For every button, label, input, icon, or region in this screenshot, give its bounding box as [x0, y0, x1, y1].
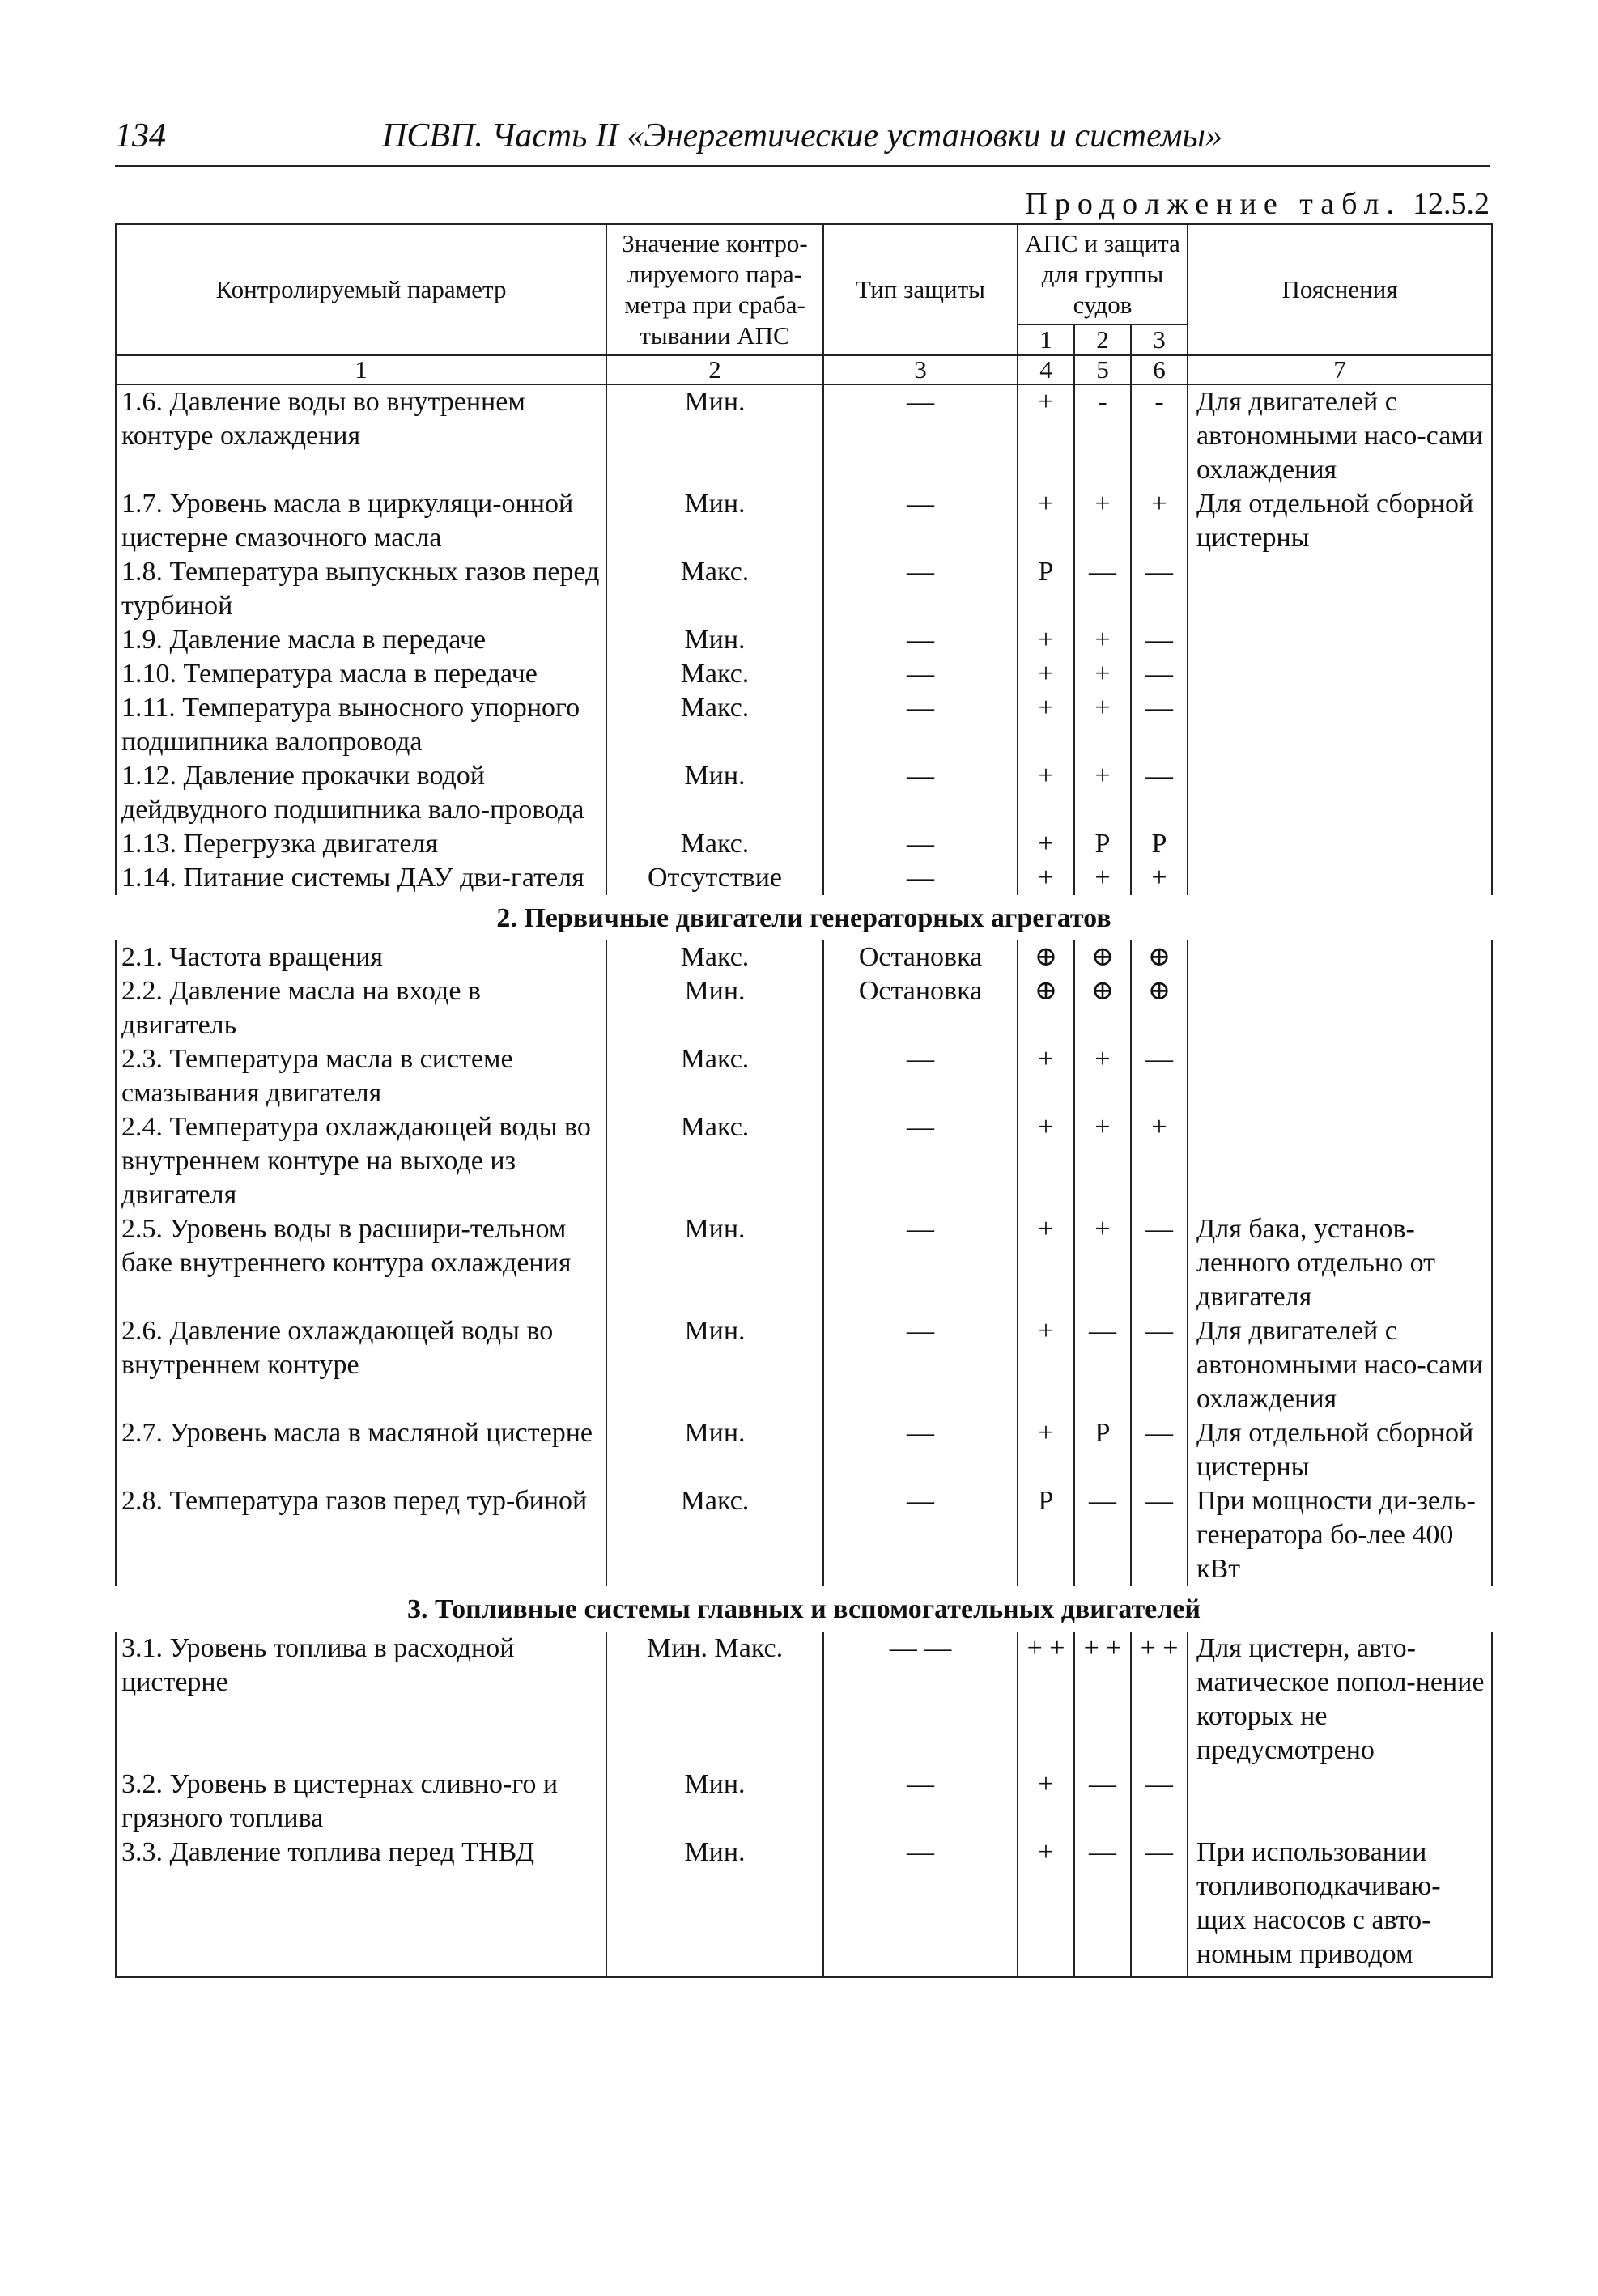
- table-row: [116, 691, 1492, 759]
- table-body: [116, 384, 1492, 1977]
- cell-param: 2.1. Частота вращения: [116, 940, 606, 974]
- cell-note: [1188, 691, 1492, 759]
- cell-note: [1188, 940, 1492, 974]
- cell-param: 3.2. Уровень в цистернах сливно-го и грязного топлива: [116, 1768, 606, 1836]
- cell-value: Мин.: [606, 759, 823, 827]
- cell-group-1: +: [1018, 1110, 1074, 1212]
- table-row: [116, 974, 1492, 1042]
- cell-group-3: +: [1131, 861, 1188, 895]
- cell-protection-type: —: [823, 555, 1018, 623]
- cell-group-1: ⊕: [1018, 940, 1074, 974]
- cell-value: Макс.: [606, 1042, 823, 1110]
- table-continuation-label: [1025, 186, 1490, 222]
- cell-group-3: —: [1131, 657, 1188, 691]
- cell-protection-type: —: [823, 759, 1018, 827]
- cell-param: 2.2. Давление масла на входе в двигатель: [116, 974, 606, 1042]
- cell-value: Макс.: [606, 827, 823, 861]
- col-number: 3: [823, 355, 1018, 384]
- cell-param: 2.7. Уровень масла в масляной цистерне: [116, 1416, 606, 1484]
- cell-param: 3.1. Уровень топлива в расходной цистерне: [116, 1632, 606, 1768]
- table-row: [116, 657, 1492, 691]
- cell-protection-type: —: [823, 1110, 1018, 1212]
- header-notes: Пояснения: [1188, 224, 1492, 355]
- cell-protection-type: —: [823, 487, 1018, 555]
- cell-group-1: +: [1018, 1836, 1074, 1977]
- cell-group-3: —: [1131, 1484, 1188, 1586]
- cell-value: Мин.: [606, 1836, 823, 1977]
- cell-note: Для отдельной сборной цистерны: [1188, 1416, 1492, 1484]
- cell-group-3: +: [1131, 1110, 1188, 1212]
- cell-group-3: -: [1131, 384, 1188, 487]
- cell-group-3: —: [1131, 555, 1188, 623]
- cell-group-2: —: [1074, 1836, 1131, 1977]
- cell-group-2: —: [1074, 1484, 1131, 1586]
- cell-protection-type: —: [823, 1836, 1018, 1977]
- cell-value: Мин.: [606, 487, 823, 555]
- header-aps: АПС и защита для группы судов: [1018, 224, 1188, 325]
- table-row: [116, 1212, 1492, 1314]
- cell-value: Мин.: [606, 384, 823, 487]
- running-title: ПСВП. Часть II «Энергетические установки и системы»: [382, 117, 1222, 155]
- cell-protection-type: —: [823, 1314, 1018, 1416]
- cell-param: 1.10. Температура масла в передаче: [116, 657, 606, 691]
- cell-group-2: —: [1074, 1768, 1131, 1836]
- parameters-table: [115, 223, 1493, 1978]
- cell-value: Макс.: [606, 555, 823, 623]
- cell-value: Отсутствие: [606, 861, 823, 895]
- cell-value: Мин.: [606, 623, 823, 657]
- cell-value: Макс.: [606, 1484, 823, 1586]
- header-protection: Тип защиты: [823, 224, 1018, 355]
- col-number: 4: [1018, 355, 1074, 384]
- header-param: Контролируемый параметр: [116, 224, 606, 355]
- cell-note: Для цистерн, авто-матическое попол-нение которых не предусмотрено: [1188, 1632, 1492, 1768]
- cell-value: Макс.: [606, 1110, 823, 1212]
- cell-group-2: —: [1074, 1314, 1131, 1416]
- cell-group-1: +: [1018, 384, 1074, 487]
- table-row: [116, 861, 1492, 895]
- cell-group-2: —: [1074, 555, 1131, 623]
- cell-group-1: +: [1018, 487, 1074, 555]
- column-numbers-row: [116, 355, 1492, 384]
- table-row: [116, 1110, 1492, 1212]
- cell-param: 1.14. Питание системы ДАУ дви-гателя: [116, 861, 606, 895]
- cell-param: 1.8. Температура выпускных газов перед турбиной: [116, 555, 606, 623]
- cell-value: Мин.: [606, 1212, 823, 1314]
- cell-group-1: ⊕: [1018, 974, 1074, 1042]
- cell-group-3: —: [1131, 1768, 1188, 1836]
- cell-note: [1188, 974, 1492, 1042]
- cell-note: При использовании топливоподкачиваю-щих насосов с авто-номным приводом: [1188, 1836, 1492, 1977]
- cell-group-3: —: [1131, 1314, 1188, 1416]
- cell-group-2: ⊕: [1074, 974, 1131, 1042]
- cell-group-3: —: [1131, 1836, 1188, 1977]
- table-row: [116, 759, 1492, 827]
- cell-param: 2.8. Температура газов перед тур-биной: [116, 1484, 606, 1586]
- cell-note: [1188, 861, 1492, 895]
- cell-group-1: Р: [1018, 1484, 1074, 1586]
- cell-note: [1188, 1110, 1492, 1212]
- page-header: [115, 113, 1490, 167]
- cell-group-2: +: [1074, 487, 1131, 555]
- cell-param: 2.3. Температура масла в системе смазывания двигателя: [116, 1042, 606, 1110]
- cell-group-1: +: [1018, 759, 1074, 827]
- cell-group-3: —: [1131, 691, 1188, 759]
- cell-group-1: Р: [1018, 555, 1074, 623]
- cell-group-2: Р: [1074, 1416, 1131, 1484]
- header-group-1: 1: [1018, 325, 1074, 355]
- table-row: [116, 940, 1492, 974]
- cell-group-2: ⊕: [1074, 940, 1131, 974]
- cell-value: Макс.: [606, 691, 823, 759]
- header-group-2: 2: [1074, 325, 1131, 355]
- cell-protection-type: — —: [823, 1632, 1018, 1768]
- header-group-3: 3: [1131, 325, 1188, 355]
- cell-group-2: Р: [1074, 827, 1131, 861]
- table-row: [116, 1042, 1492, 1110]
- cell-group-1: +: [1018, 691, 1074, 759]
- cell-group-3: + +: [1131, 1632, 1188, 1768]
- table-row: [116, 827, 1492, 861]
- cell-value: Мин. Макс.: [606, 1632, 823, 1768]
- col-number: 5: [1074, 355, 1131, 384]
- table-row: [116, 1632, 1492, 1768]
- cell-group-1: +: [1018, 861, 1074, 895]
- cell-param: 2.4. Температура охлаждающей воды во внутреннем контуре на выходе из двигателя: [116, 1110, 606, 1212]
- cell-group-3: —: [1131, 623, 1188, 657]
- cell-value: Мин.: [606, 974, 823, 1042]
- cell-note: [1188, 759, 1492, 827]
- cell-group-3: +: [1131, 487, 1188, 555]
- cell-protection-type: —: [823, 384, 1018, 487]
- cell-group-3: —: [1131, 759, 1188, 827]
- cell-note: [1188, 623, 1492, 657]
- cell-group-2: -: [1074, 384, 1131, 487]
- cell-group-1: +: [1018, 1314, 1074, 1416]
- cell-param: 2.6. Давление охлаждающей воды во внутреннем контуре: [116, 1314, 606, 1416]
- cell-protection-type: Остановка: [823, 974, 1018, 1042]
- table-row: [116, 555, 1492, 623]
- col-number: 7: [1188, 355, 1492, 384]
- cell-value: Мин.: [606, 1416, 823, 1484]
- cell-value: Макс.: [606, 657, 823, 691]
- cell-group-2: +: [1074, 657, 1131, 691]
- cell-param: 1.9. Давление масла в передаче: [116, 623, 606, 657]
- cell-value: Макс.: [606, 940, 823, 974]
- table-row: [116, 1416, 1492, 1484]
- cell-group-2: +: [1074, 1042, 1131, 1110]
- cell-group-2: +: [1074, 691, 1131, 759]
- cell-group-1: +: [1018, 827, 1074, 861]
- cell-group-2: +: [1074, 861, 1131, 895]
- cell-protection-type: —: [823, 827, 1018, 861]
- cell-group-2: + +: [1074, 1632, 1131, 1768]
- cell-group-3: Р: [1131, 827, 1188, 861]
- cell-group-1: +: [1018, 1416, 1074, 1484]
- cell-protection-type: —: [823, 861, 1018, 895]
- cell-protection-type: Остановка: [823, 940, 1018, 974]
- cell-note: При мощности ди-зель-генератора бо-лее 400 кВт: [1188, 1484, 1492, 1586]
- cell-protection-type: —: [823, 1042, 1018, 1110]
- cell-group-1: +: [1018, 657, 1074, 691]
- section-title-row: [116, 1586, 1492, 1632]
- cell-group-1: +: [1018, 1042, 1074, 1110]
- cell-param: 1.11. Температура выносного упорного подшипника валопровода: [116, 691, 606, 759]
- cell-group-3: —: [1131, 1416, 1188, 1484]
- cell-group-2: +: [1074, 1110, 1131, 1212]
- cell-protection-type: —: [823, 1768, 1018, 1836]
- cell-param: 2.5. Уровень воды в расшири-тельном баке внутреннего контура охлаждения: [116, 1212, 606, 1314]
- cell-note: Для двигателей с автономными насо-сами охлаждения: [1188, 384, 1492, 487]
- cell-protection-type: —: [823, 1212, 1018, 1314]
- cell-group-3: —: [1131, 1042, 1188, 1110]
- table-row: [116, 1314, 1492, 1416]
- table-row: [116, 487, 1492, 555]
- cell-group-3: —: [1131, 1212, 1188, 1314]
- cell-note: Для бака, установ-ленного отдельно от двигателя: [1188, 1212, 1492, 1314]
- header-value: Значение контро-лируемого пара-метра при сраба-тывании АПС: [606, 224, 823, 355]
- cell-group-2: +: [1074, 1212, 1131, 1314]
- table-row: [116, 1836, 1492, 1977]
- table-row: [116, 623, 1492, 657]
- cell-group-1: +: [1018, 1768, 1074, 1836]
- cell-group-2: +: [1074, 759, 1131, 827]
- continuation-word: Продолжение табл.: [1025, 187, 1401, 221]
- table-row: [116, 1768, 1492, 1836]
- cell-param: 1.6. Давление воды во внутреннем контуре охлаждения: [116, 384, 606, 487]
- section-title: 3. Топливные системы главных и вспомогательных двигателей: [407, 1594, 1201, 1624]
- cell-protection-type: —: [823, 657, 1018, 691]
- cell-protection-type: —: [823, 623, 1018, 657]
- page-number: 134: [115, 117, 166, 155]
- col-number: 6: [1131, 355, 1188, 384]
- cell-param: 1.13. Перегрузка двигателя: [116, 827, 606, 861]
- cell-param: 1.12. Давление прокачки водой дейдвудного подшипника вало-провода: [116, 759, 606, 827]
- col-number: 2: [606, 355, 823, 384]
- cell-group-3: ⊕: [1131, 974, 1188, 1042]
- cell-note: Для отдельной сборной цистерны: [1188, 487, 1492, 555]
- cell-protection-type: —: [823, 1484, 1018, 1586]
- cell-value: Мин.: [606, 1768, 823, 1836]
- cell-group-1: +: [1018, 623, 1074, 657]
- cell-param: 1.7. Уровень масла в циркуляци-онной цистерне смазочного масла: [116, 487, 606, 555]
- cell-group-2: +: [1074, 623, 1131, 657]
- cell-group-1: + +: [1018, 1632, 1074, 1768]
- cell-value: Мин.: [606, 1314, 823, 1416]
- cell-protection-type: —: [823, 691, 1018, 759]
- table-row: [116, 1484, 1492, 1586]
- cell-param: 3.3. Давление топлива перед ТНВД: [116, 1836, 606, 1977]
- cell-note: Для двигателей с автономными насо-сами охлаждения: [1188, 1314, 1492, 1416]
- section-title: 2. Первичные двигатели генераторных агрегатов: [496, 903, 1111, 933]
- cell-note: [1188, 1768, 1492, 1836]
- cell-note: [1188, 555, 1492, 623]
- cell-note: [1188, 1042, 1492, 1110]
- cell-protection-type: —: [823, 1416, 1018, 1484]
- col-number: 1: [116, 355, 606, 384]
- section-title-row: [116, 895, 1492, 940]
- cell-note: [1188, 657, 1492, 691]
- cell-group-3: ⊕: [1131, 940, 1188, 974]
- cell-note: [1188, 827, 1492, 861]
- cell-group-1: +: [1018, 1212, 1074, 1314]
- table-number: 12.5.2: [1413, 187, 1490, 221]
- table-row: [116, 384, 1492, 487]
